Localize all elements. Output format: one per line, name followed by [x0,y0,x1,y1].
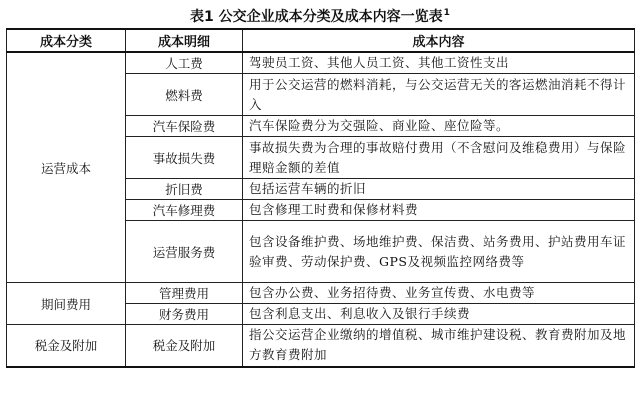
category-cell: 运营成本 [7,52,126,283]
item-cell: 燃料费 [126,74,243,116]
content-cell: 驾驶员工资、其他人员工资、其他工资性支出 [243,52,635,74]
cost-table [6,28,635,368]
item-cell: 运营服务费 [126,221,243,283]
table-header-row [7,29,635,52]
table-caption [0,2,640,24]
table-row [7,52,635,74]
item-cell: 管理费用 [126,283,243,304]
item-cell: 税金及附加 [126,325,243,367]
content-cell: 汽车保险费分为交强险、商业险、座位险等。 [243,116,635,137]
caption-text: 表1 公交企业成本分类及成本内容一览表 [190,9,443,25]
item-cell: 人工费 [126,52,243,74]
content-cell: 包含利息支出、利息收入及银行手续费 [243,304,635,325]
header-category: 成本分类 [7,29,126,52]
table-row [7,325,635,367]
content-cell: 事故损失费为合理的事故赔付费用（不含慰问及维稳费用）与保险理赔金额的差值 [243,137,635,179]
item-cell: 事故损失费 [126,137,243,179]
content-cell: 包括运营车辆的折旧 [243,179,635,200]
item-cell: 折旧费 [126,179,243,200]
category-cell: 税金及附加 [7,325,126,367]
header-content: 成本内容 [243,29,635,52]
content-cell: 包含修理工时费和保修材料费 [243,200,635,221]
item-cell: 财务费用 [126,304,243,325]
content-cell: 用于公交运营的燃料消耗，与公交运营无关的客运燃油消耗不得计入 [243,74,635,116]
content-cell: 指公交运营企业缴纳的增值税、城市维护建设税、教育费附加及地方教育费附加 [243,325,635,367]
table-row [7,283,635,304]
caption-footnote: 1 [443,8,450,18]
category-cell: 期间费用 [7,283,126,325]
item-cell: 汽车保险费 [126,116,243,137]
header-item: 成本明细 [126,29,243,52]
item-cell: 汽车修理费 [126,200,243,221]
content-cell: 包含办公费、业务招待费、业务宣传费、水电费等 [243,283,635,304]
content-cell: 包含设备维护费、场地维护费、保洁费、站务费用、护站费用车证验审费、劳动保护费、GPS及视频监控网络费等 [243,221,635,283]
